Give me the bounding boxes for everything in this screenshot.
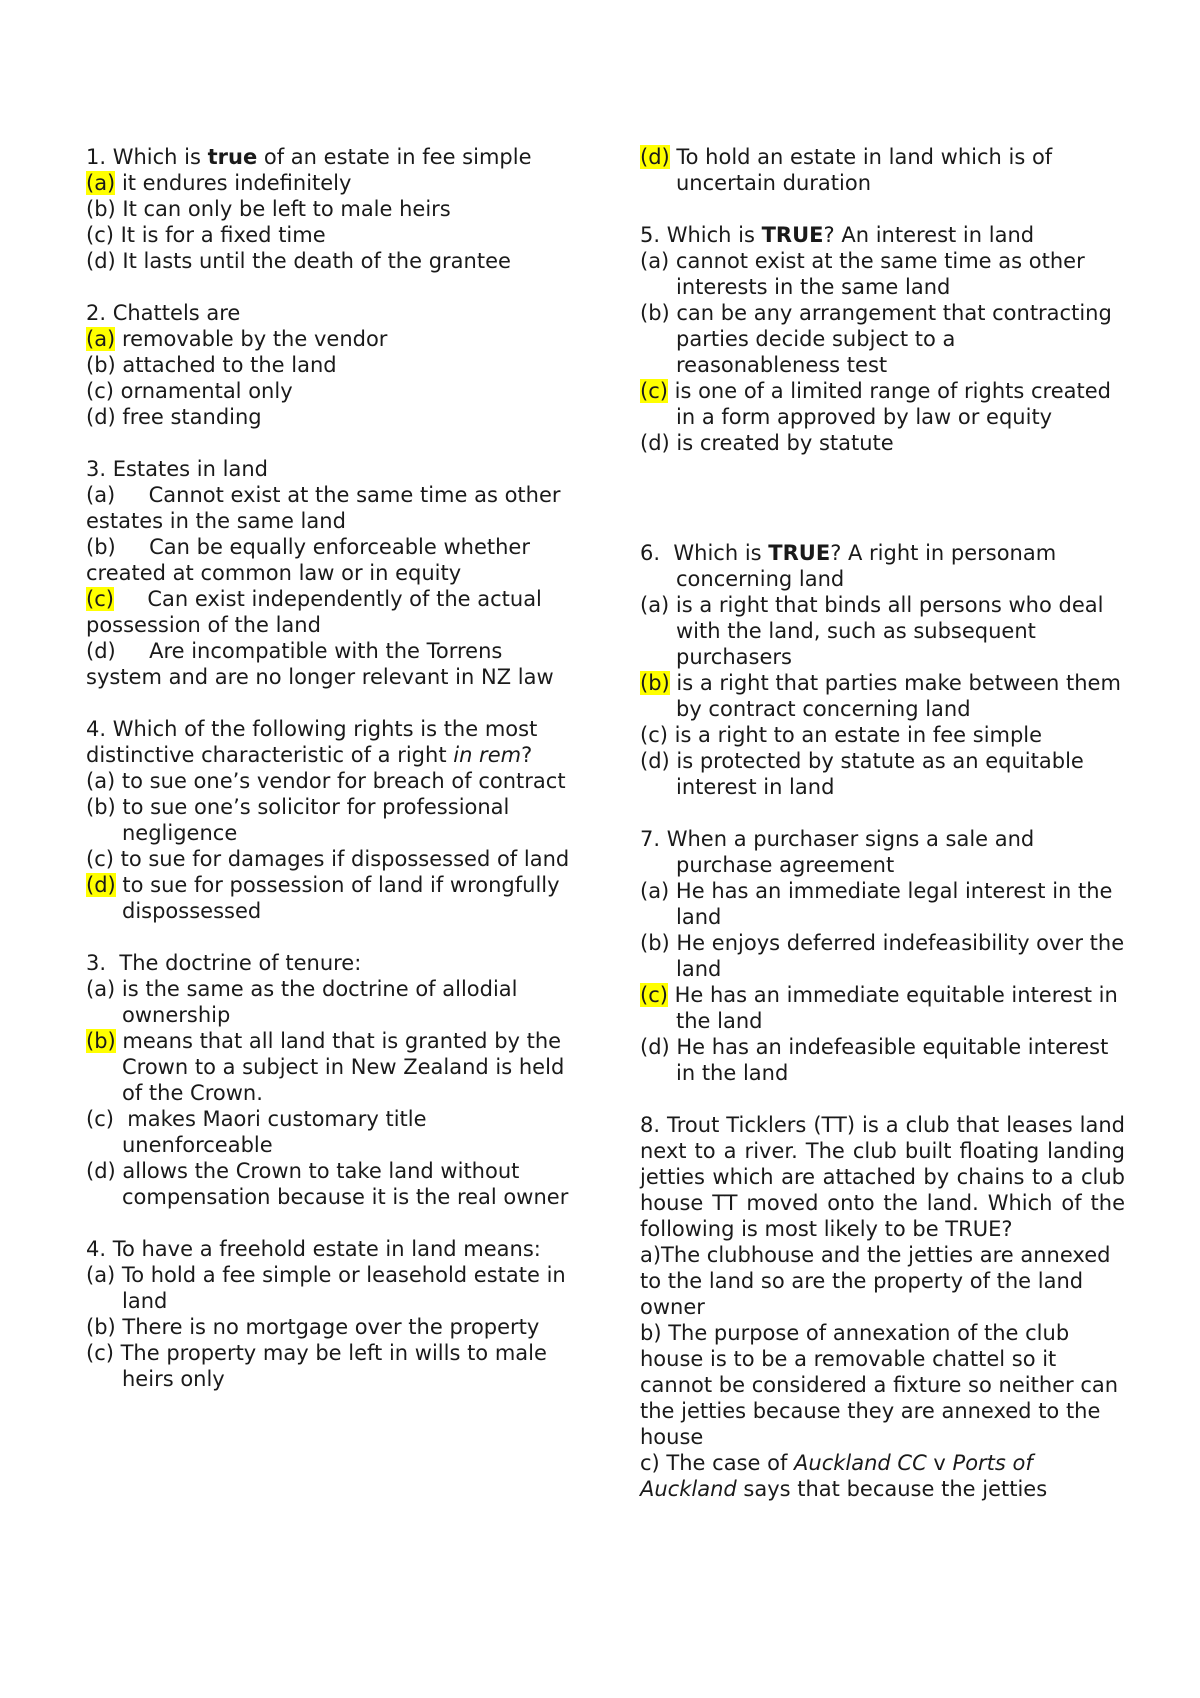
option-c: (c) to sue for damages if dispossessed of land [86,847,570,871]
option-a: (a) is a right that binds all persons who deal with the land, such as subsequent purchasers [640,593,1104,669]
question-5 [640,222,1125,456]
option-c: (c) It is for a fixed time [86,223,326,247]
option-c: (c) ornamental only [86,379,293,403]
option-b: (b) attached to the land [86,353,337,377]
question-stem: 7. When a purchaser signs a sale and purchase agreement [640,827,1035,877]
question-stem: 3. Estates in land [86,457,268,481]
option-b: (b) to sue one’s solicitor for professional negligence [86,795,510,845]
question-6 [640,540,1125,800]
option-b: (b) He enjoys deferred indefeasibility over the land [640,931,1125,981]
option-c: (c) is a right to an estate in fee simple [640,723,1043,747]
spacer [640,482,1125,540]
question-8 [640,1112,1125,1502]
option-d: (d) allows the Crown to take land without compensation because it is the real owner [86,1159,569,1209]
question-4 [86,716,571,924]
option-a: (a) is the same as the doctrine of allodial ownership [86,977,518,1027]
question-7 [640,826,1125,1086]
answer-highlight: (c) [640,983,668,1007]
option-b: (b) Can be equally enforceable whether created at common law or in equity [86,535,537,585]
question-stem: 5. Which is TRUE? An interest in land [640,223,1035,247]
option-c: (c) is one of a limited range of rights created in a form approved by law or equity [640,379,1111,429]
option-d: (d) free standing [86,405,262,429]
question-2 [86,300,571,430]
question-4b [86,1236,571,1392]
option-a: a)The clubhouse and the jetties are annexed to the land so are the property of the land owner [640,1243,1111,1319]
option-b: (b) It can only be left to male heirs [86,197,451,221]
option-b: b) The purpose of annexation of the club house is to be a removable chattel so it cannot be considered a fixture so neither can the jetties because they are annexed to the house [640,1321,1119,1449]
answer-highlight: (d) [640,145,670,169]
option-a: (a) cannot exist at the same time as other interests in the same land [640,249,1085,299]
question-stem: 4. To have a freehold estate in land means: [86,1237,541,1261]
answer-highlight: (c) [640,379,668,403]
option-c: (c) Can exist independently of the actual possession of the land [86,587,549,637]
option-d: (d) To hold an estate in land which is of uncertain duration [640,145,1053,195]
case-name: Ports of Auckland [640,1451,1033,1501]
question-stem: 1. Which is true of an estate in fee simple [86,145,532,169]
question-stem: 4. Which of the following rights is the most distinctive characteristic of a right in rem? [86,717,538,767]
question-stem: 2. Chattels are [86,301,241,325]
option-c: (c) The property may be left in wills to male heirs only [86,1341,547,1391]
answer-highlight: (a) [86,327,116,351]
question-stem: 8. Trout Ticklers (TT) is a club that leases land next to a river. The club built floating landing jetties which are attached by chains to a club house TT moved onto the land. Which of the following is most likely to be TRUE? [640,1113,1125,1241]
option-d: (d) is protected by statute as an equitable interest in land [640,749,1084,799]
option-b: (b) is a right that parties make between them by contract concerning land [640,671,1121,721]
option-d: (d) He has an indefeasible equitable interest in the land [640,1035,1109,1085]
option-a: (a) to sue one’s vendor for breach of contract [86,769,566,793]
question-1 [86,144,571,274]
answer-highlight: (b) [640,671,670,695]
option-a: (a) removable by the vendor [86,327,388,351]
right-column [640,144,1125,1528]
answer-highlight: (b) [86,1029,116,1053]
question-3 [86,456,571,690]
question-stem: 6. Which is TRUE? A right in personam concerning land [640,541,1063,591]
answer-highlight: (d) [86,873,116,897]
left-column [86,144,571,1418]
option-b: (b) can be any arrangement that contracting parties decide subject to a reasonableness test [640,301,1112,377]
answer-highlight: (c) [86,587,114,611]
option-b: (b) There is no mortgage over the property [86,1315,540,1339]
option-c: (c) makes Maori customary title unenforceable [86,1107,434,1157]
question-4b-continued [640,144,1125,196]
option-c: (c) He has an immediate equitable interest in the land [640,983,1118,1033]
option-c: c) The case of Auckland CC v Ports of Auckland says that because the jetties [640,1451,1048,1501]
option-a: (a) To hold a fee simple or leasehold estate in land [86,1263,566,1313]
option-d: (d) is created by statute [640,431,894,455]
option-a: (a) He has an immediate legal interest in the land [640,879,1113,929]
option-d: (d) Are incompatible with the Torrens system and are no longer relevant in NZ law [86,639,554,689]
question-stem: 3. The doctrine of tenure: [86,951,362,975]
option-b: (b) means that all land that is granted by the Crown to a subject in New Zealand is held of the Crown. [86,1029,565,1105]
answer-highlight: (a) [86,171,116,195]
question-3b [86,950,571,1210]
case-name: Auckland CC [794,1451,927,1475]
option-d: (d) It lasts until the death of the grantee [86,249,511,273]
option-a: (a) Cannot exist at the same time as other estates in the same land [86,483,568,533]
option-a: (a) it endures indefinitely [86,171,352,195]
option-d: (d) to sue for possession of land if wrongfully dispossessed [86,873,560,923]
